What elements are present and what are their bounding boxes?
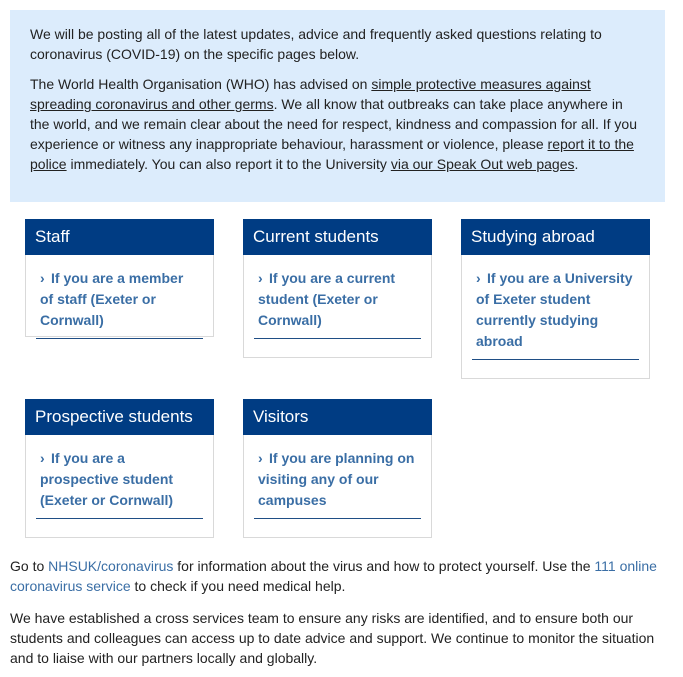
card-title: Current students — [243, 219, 432, 255]
card-prospective-students — [25, 399, 214, 538]
notice-text: . We all know that outbreaks can take place anywhere in the world, and we remain clear about the need for respect, kindness and compassion for all. If you experience or witness any inappropriate behaviour, harassment or violence, please — [30, 96, 638, 152]
card-staff — [25, 219, 214, 337]
chevron-right-icon: › — [258, 270, 263, 286]
studying-abroad-link[interactable] — [472, 268, 639, 360]
card-link-text: If you are planning on visiting any of our campuses — [258, 450, 415, 508]
nhsuk-coronavirus-link[interactable]: NHSUK/coronavirus — [48, 558, 174, 574]
chevron-right-icon: › — [258, 450, 263, 466]
card-current-students — [243, 219, 432, 358]
card-title: Studying abroad — [461, 219, 650, 255]
card-title: Staff — [25, 219, 214, 255]
who-protective-measures-link[interactable]: simple protective measures against spreading coronavirus and other germs — [30, 76, 591, 112]
111-online-link[interactable]: 111 online coronavirus service — [10, 558, 657, 594]
footer-text: for information about the virus and how to protect yourself. Use the — [173, 558, 595, 574]
notice-paragraph-2 — [30, 74, 645, 174]
speak-out-link[interactable]: via our Speak Out web pages — [390, 156, 575, 172]
notice-text: The World Health Organisation (WHO) has advised on — [30, 76, 372, 92]
footer-text: to check if you need medical help. — [130, 578, 346, 594]
current-students-link[interactable] — [254, 268, 421, 339]
chevron-right-icon: › — [40, 270, 45, 286]
chevron-right-icon: › — [476, 270, 481, 286]
card-studying-abroad — [461, 219, 650, 379]
prospective-students-link[interactable] — [36, 448, 203, 519]
covid-notice-panel — [10, 10, 665, 202]
footer-paragraph-2: We have established a cross services team to ensure any risks are identified, and to ensure both our students and colleagues can access up to date advice and support. We continue to monitor the situation and to liaise with our partners locally and globally. — [10, 610, 655, 666]
card-link-text: If you are a current student (Exeter or Cornwall) — [258, 270, 396, 328]
card-title: Visitors — [243, 399, 432, 435]
card-link-text: If you are a University of Exeter student currently studying abroad — [476, 270, 633, 349]
staff-link[interactable] — [36, 268, 203, 339]
notice-text: . — [574, 156, 579, 172]
card-link-text: If you are a prospective student (Exeter or Cornwall) — [40, 450, 174, 508]
visitors-link[interactable] — [254, 448, 421, 519]
notice-text: immediately. You can also report it to the University — [66, 156, 391, 172]
footer-paragraph-1 — [10, 556, 670, 596]
card-visitors — [243, 399, 432, 538]
notice-paragraph-1: We will be posting all of the latest updates, advice and frequently asked questions relating to coronavirus (COVID-19) on the specific pages below. — [30, 26, 602, 62]
report-police-link[interactable]: report it to the police — [30, 136, 634, 172]
card-title: Prospective students — [25, 399, 214, 435]
chevron-right-icon: › — [40, 450, 45, 466]
footer-text: Go to — [10, 558, 49, 574]
card-link-text: If you are a member of staff (Exeter or Cornwall) — [40, 270, 184, 328]
